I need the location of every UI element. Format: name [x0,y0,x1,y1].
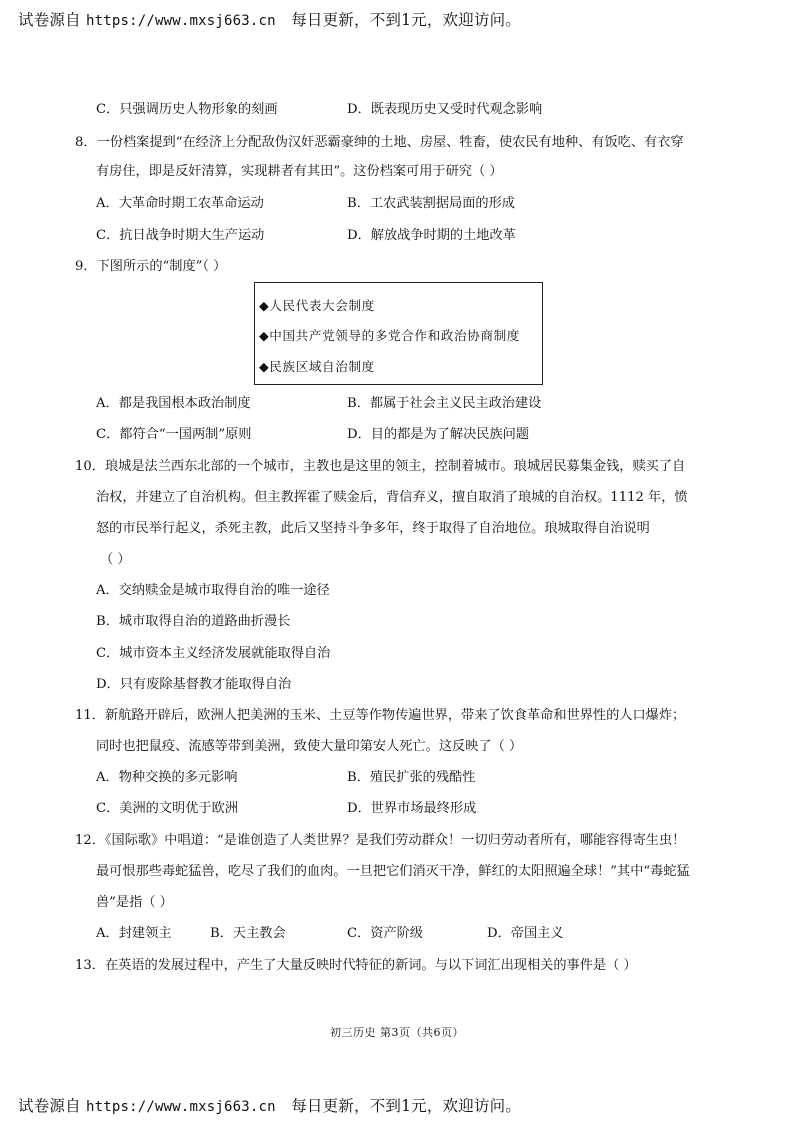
q12-stem-line3: 兽”是指（ ） [96,895,173,910]
q12-option-a: A．封建领主 [96,926,172,941]
q10-stem-line2: 治权，并建立了自治机构。但主教挥霍了赎金后，背信弃义，擅自取消了琅城的自治权。1112 年，愤 [96,490,688,505]
q8-stem-line1: 8．一份档案提到“在经济上分配敌伪汉奸恶霸豪绅的土地、房屋、牲畜，使农民有地种、有饭吃、有衣穿 [75,135,684,150]
q11-option-c: C．美洲的文明优于欧洲 [96,801,238,816]
q8-option-c: C．抗日战争时期大生产运动 [96,228,265,243]
q11-option-d: D．世界市场最终形成 [347,801,477,816]
banner-url-link[interactable]: https://www.mxsj663.cn [85,13,276,29]
q9-option-b: B．都属于社会主义民主政治建设 [347,396,542,411]
source-banner-top [18,8,521,30]
q12-option-c: C．资产阶级 [347,926,424,941]
banner-prefix: 试卷源自 [18,11,81,29]
q8-option-d: D．解放战争时期的土地改革 [347,228,516,243]
q12-stem-line1: 12．《国际歌》中唱道：“是谁创造了人类世界？是我们劳动群众！一切归劳动者所有，哪能容得寄生虫！ [75,833,686,848]
q10-option-b: B．城市取得自治的道路曲折漫长 [96,614,291,629]
q9-institution-box [254,282,543,385]
source-banner-bottom [18,1094,521,1116]
q11-stem-line2: 同时也把鼠疫、流感等带到美洲，致使大量印第安人死亡。这反映了（ ） [96,739,523,754]
q11-stem-line1: 11．新航路开辟后，欧洲人把美洲的玉米、土豆等作物传遍世界，带来了饮食革命和世界性的人口爆炸； [75,708,686,723]
q12-stem-line2: 最可恨那些毒蛇猛兽，吃尽了我们的血肉。一旦把它们消灭干净，鲜红的太阳照遍全球！”其中“毒蛇猛 [96,864,690,879]
q7-option-c: C．只强调历史人物形象的刻画 [96,102,278,117]
q10-option-d: D．只有废除基督教才能取得自治 [96,677,292,692]
q8-option-a: A．大革命时期工农革命运动 [96,196,264,211]
q10-option-c: C．城市资本主义经济发展就能取得自治 [96,646,331,661]
q10-stem-line3: 怒的市民举行起义，杀死主教，此后又坚持斗争多年，终于取得了自治地位。琅城取得自治说明 [96,521,650,536]
q12-option-b: B．天主教会 [210,926,286,941]
q9-box-item-2: ◆中国共产党领导的多党合作和政治协商制度 [259,328,520,343]
q12-option-d: D．帝国主义 [487,926,564,941]
q13-stem: 13．在英语的发展过程中，产生了大量反映时代特征的新词。与以下词汇出现相关的事件是（ ） [75,958,637,973]
q10-option-a: A．交纳赎金是城市取得自治的唯一途径 [96,583,330,598]
q10-stem-line1: 10．琅城是法兰西东北部的一个城市，主教也是这里的领主，控制着城市。琅城居民募集金钱，赎买了自 [75,459,686,474]
q9-stem: 9．下图所示的“制度”（ ） [75,259,227,274]
banner-prefix: 试卷源自 [18,1097,81,1115]
page-footer: 初三历史 第3页（共6页） [330,1026,464,1039]
q11-option-a: A．物种交换的多元影响 [96,770,238,785]
q9-option-c: C．都符合“一国两制”原则 [96,427,252,442]
banner-suffix: 每日更新，不到1元，欢迎访问。 [291,1097,522,1115]
q8-option-b: B．工农武装割据局面的形成 [347,196,515,211]
q8-stem-line2: 有房住，即是反奸清算，实现耕者有其田”。这份档案可用于研究（ ） [96,164,503,179]
q10-stem-line4: （ ） [100,552,131,567]
q9-box-item-1: ◆人民代表大会制度 [259,298,375,313]
q9-option-d: D．目的都是为了解决民族问题 [347,427,530,442]
banner-url-link[interactable]: https://www.mxsj663.cn [85,1099,276,1115]
q7-option-d: D．既表现历史又受时代观念影响 [347,102,543,117]
banner-suffix: 每日更新，不到1元，欢迎访问。 [291,11,522,29]
q9-option-a: A．都是我国根本政治制度 [96,396,251,411]
q11-option-b: B．殖民扩张的残酷性 [347,770,476,785]
q9-box-item-3: ◆民族区域自治制度 [259,359,375,374]
